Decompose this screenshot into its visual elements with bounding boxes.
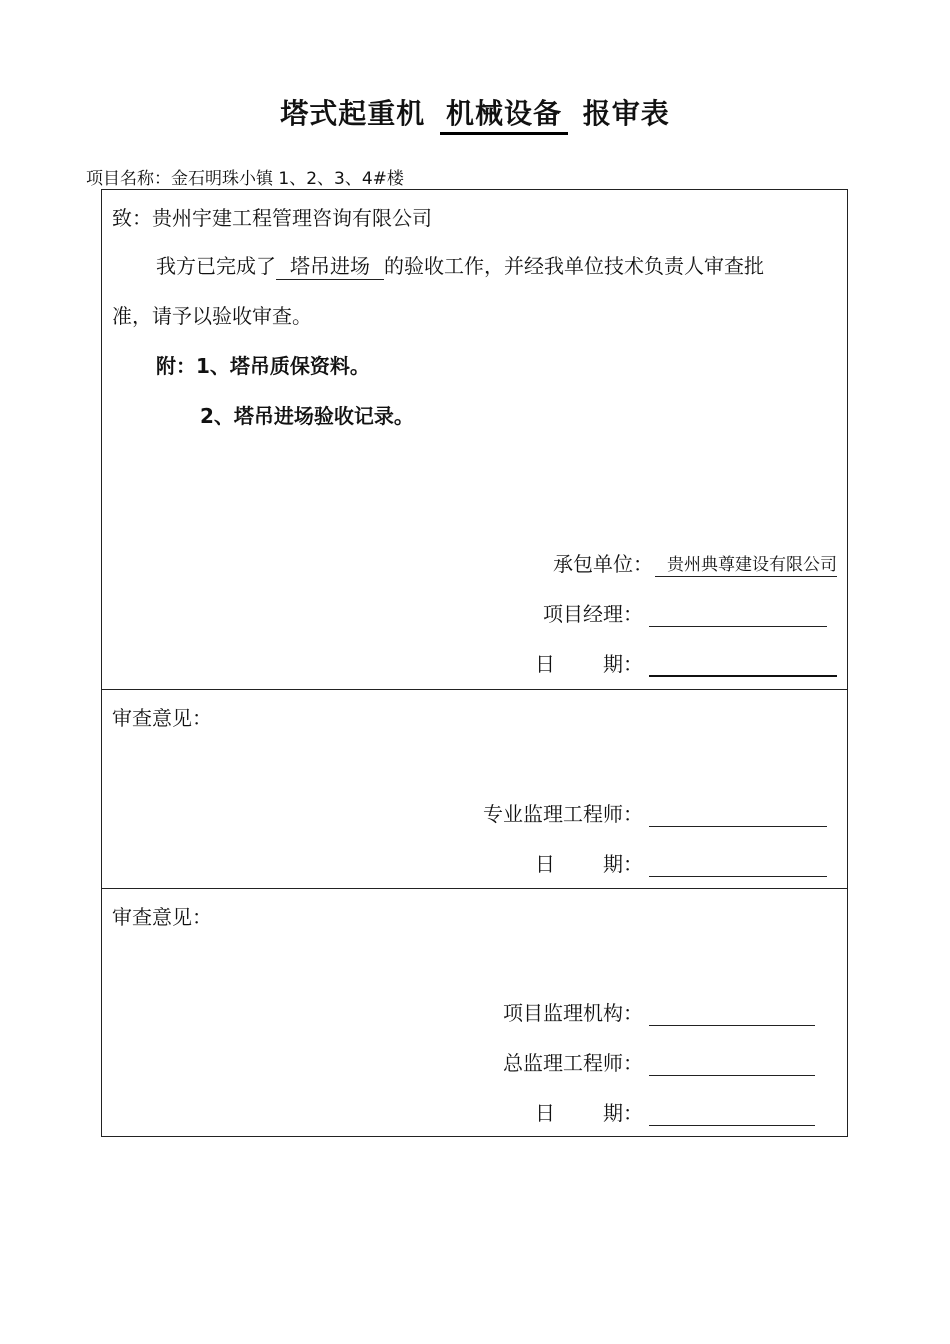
date-row-3	[535, 1097, 815, 1126]
body-line-2: 准，请予以验收审查。	[112, 304, 312, 328]
title-equipment-type: 机械设备	[440, 97, 568, 135]
date-blank-2[interactable]	[649, 854, 827, 877]
manager-signature-blank[interactable]	[649, 604, 827, 627]
contractor-label: 承包单位：	[553, 552, 653, 576]
body-post: 的验收工作，并经我单位技术负责人审查批	[384, 254, 764, 278]
contractor-section	[102, 190, 847, 690]
specialist-review-section	[102, 690, 847, 889]
body-line-1	[156, 250, 764, 280]
body-item-underlined: 塔吊进场	[276, 250, 384, 280]
manager-row	[543, 598, 827, 627]
opinion-label-3: 审查意见：	[112, 905, 212, 929]
chief-review-section	[102, 889, 847, 1135]
date-row-1	[535, 648, 837, 677]
opinion-label-2: 审查意见：	[112, 706, 212, 730]
date-label-2: 日 期：	[535, 852, 643, 876]
form-title	[0, 92, 950, 132]
project-name-value: 金石明珠小镇 1、2、3、4#楼	[171, 169, 404, 189]
date-row-2	[535, 848, 827, 877]
attachment-1: 附：1、塔吊质保资料。	[156, 354, 370, 378]
chief-row	[503, 1047, 815, 1076]
date-blank-3[interactable]	[649, 1103, 815, 1126]
title-part3: 报审表	[582, 97, 670, 130]
body-pre: 我方已完成了	[156, 254, 276, 278]
approval-form-table	[101, 189, 848, 1137]
addressee-line: 致：贵州宇建工程管理咨询有限公司	[112, 206, 432, 230]
title-part1: 塔式起重机	[280, 97, 426, 130]
org-signature-blank[interactable]	[649, 1003, 815, 1026]
contractor-row	[553, 548, 837, 577]
org-row	[503, 997, 815, 1026]
project-name-line	[86, 164, 404, 189]
chief-label: 总监理工程师：	[503, 1051, 643, 1075]
engineer-row	[483, 798, 827, 827]
org-label: 项目监理机构：	[503, 1001, 643, 1025]
chief-signature-blank[interactable]	[649, 1053, 815, 1076]
contractor-value: 贵州典尊建设有限公司	[655, 550, 837, 577]
date-label-3: 日 期：	[535, 1101, 643, 1125]
date-blank-1[interactable]	[649, 653, 837, 677]
attachment-2: 2、塔吊进场验收记录。	[200, 404, 414, 428]
manager-label: 项目经理：	[543, 602, 643, 626]
project-name-label: 项目名称：	[86, 169, 171, 189]
date-label-1: 日 期：	[535, 652, 643, 676]
engineer-label: 专业监理工程师：	[483, 802, 643, 826]
engineer-signature-blank[interactable]	[649, 804, 827, 827]
